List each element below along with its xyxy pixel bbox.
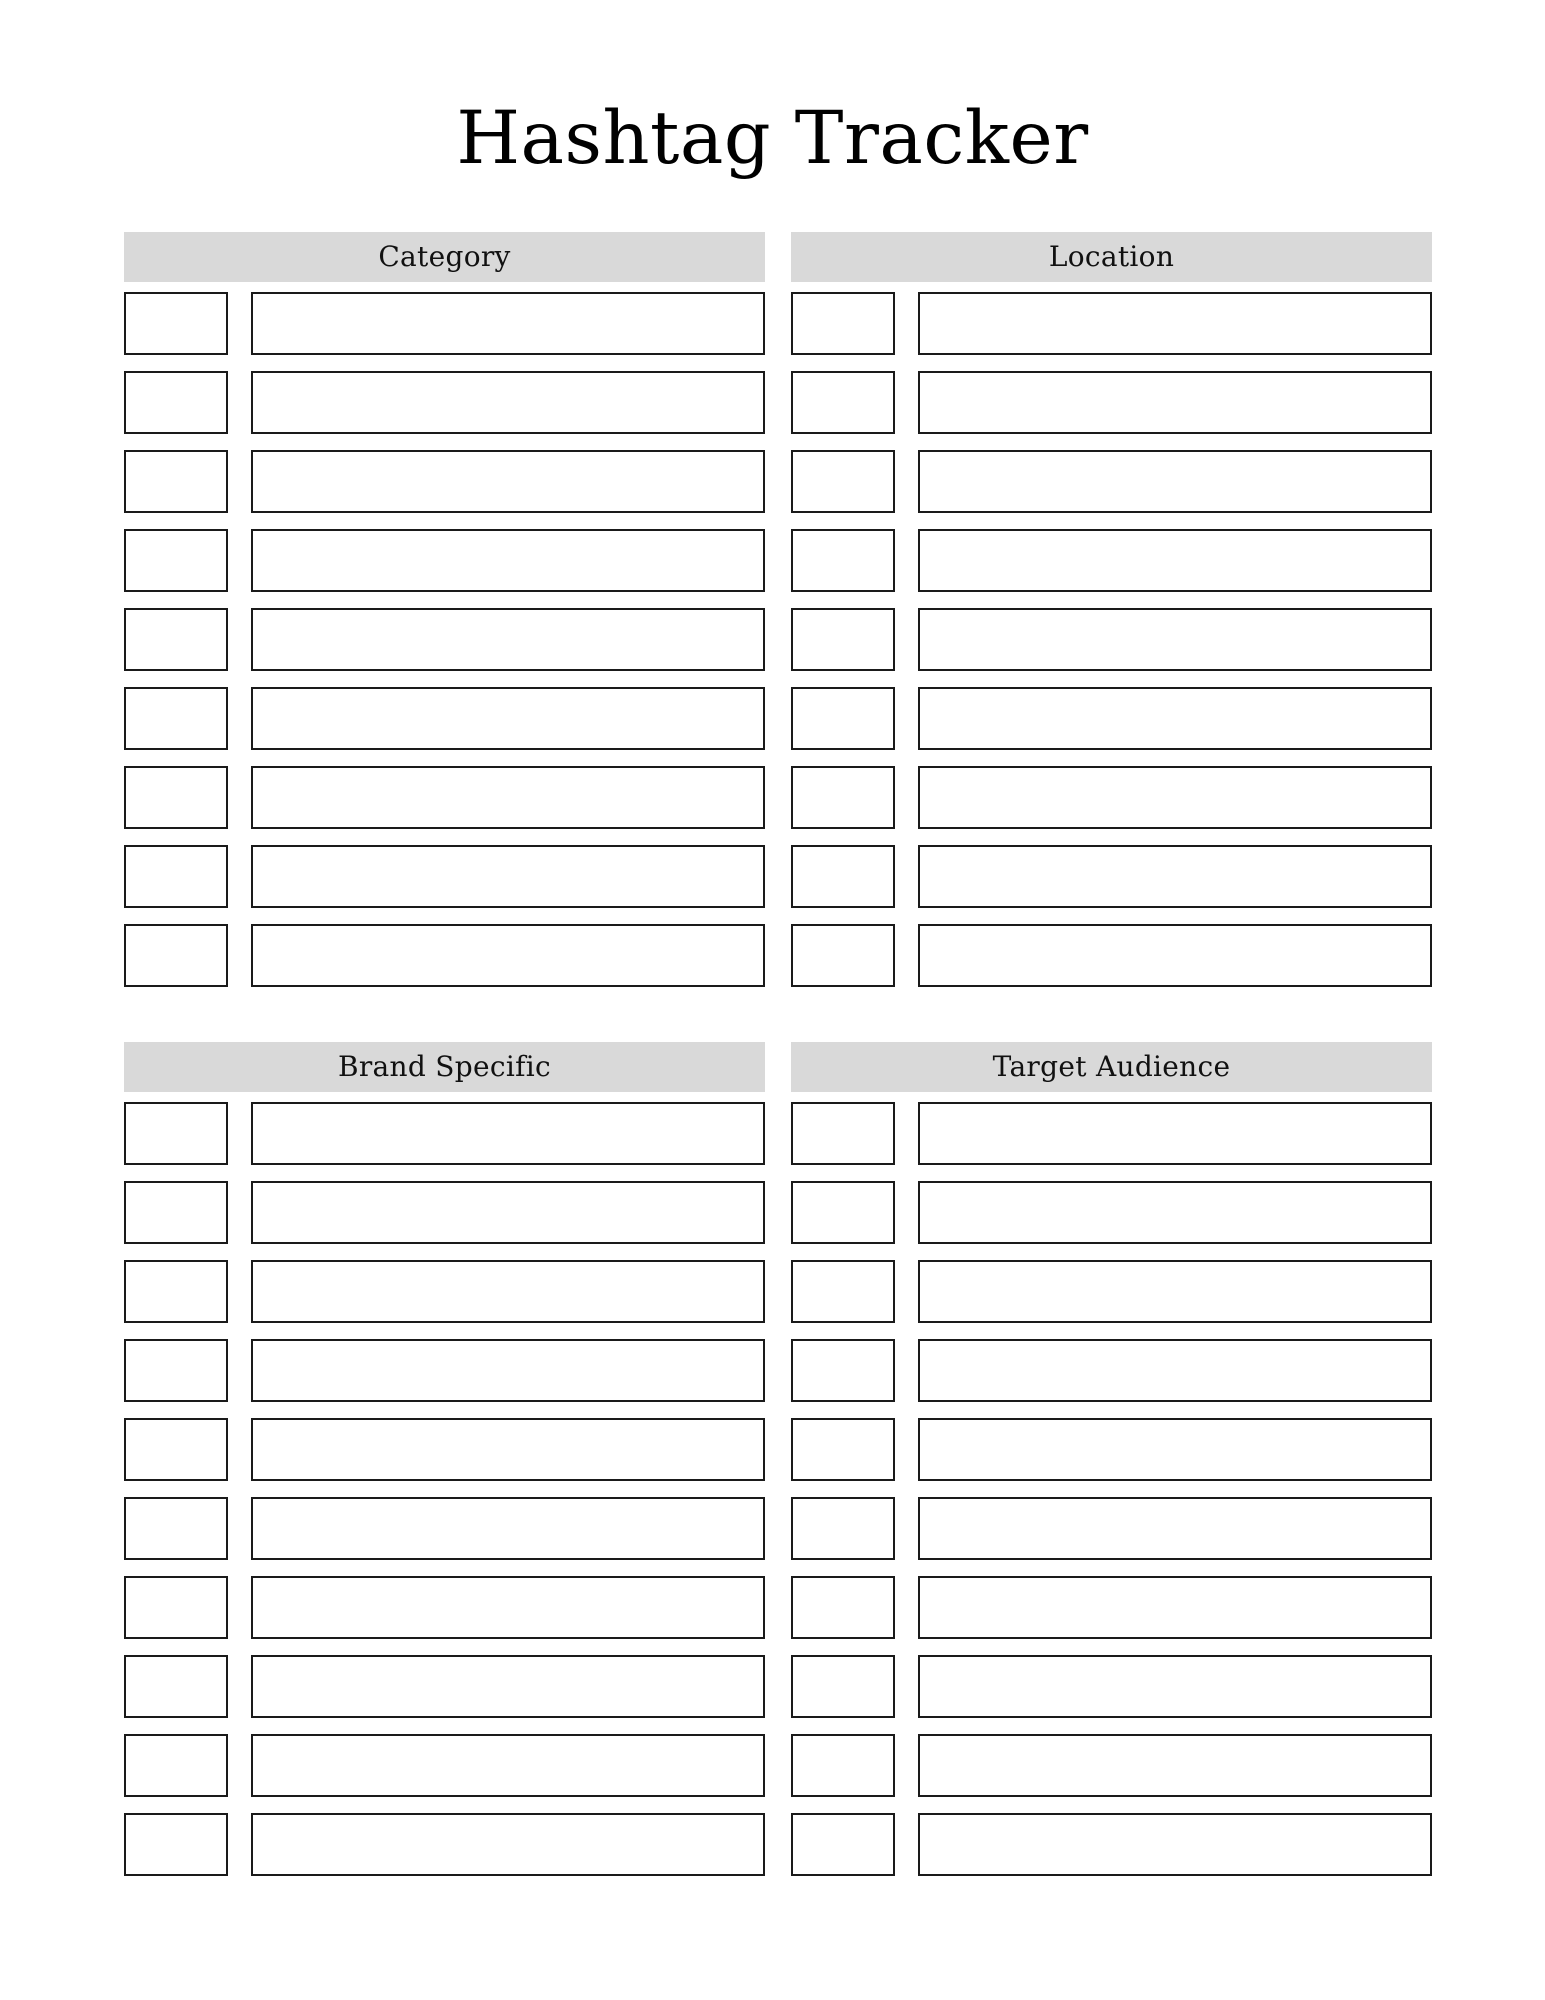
section-header-label: Location	[1048, 240, 1175, 273]
row-checkbox-field[interactable]	[124, 1102, 228, 1165]
row-hashtag-input[interactable]	[918, 292, 1432, 355]
table-row	[124, 371, 765, 434]
row-hashtag-input[interactable]	[918, 1102, 1432, 1165]
table-row	[791, 1102, 1432, 1165]
table-row	[791, 1734, 1432, 1797]
row-hashtag-input[interactable]	[251, 1102, 765, 1165]
row-hashtag-input[interactable]	[918, 1339, 1432, 1402]
section-header-label: Target Audience	[992, 1050, 1231, 1083]
table-row	[124, 1813, 765, 1876]
row-hashtag-input[interactable]	[918, 608, 1432, 671]
table-row	[791, 766, 1432, 829]
row-checkbox-field[interactable]	[791, 687, 895, 750]
row-checkbox-field[interactable]	[124, 1418, 228, 1481]
row-hashtag-input[interactable]	[251, 1734, 765, 1797]
row-hashtag-input[interactable]	[251, 371, 765, 434]
table-row	[791, 1497, 1432, 1560]
table-row	[791, 1260, 1432, 1323]
row-checkbox-field[interactable]	[791, 1260, 895, 1323]
row-checkbox-field[interactable]	[124, 608, 228, 671]
table-row	[791, 1813, 1432, 1876]
row-checkbox-field[interactable]	[124, 529, 228, 592]
section-rows-brand-specific	[124, 1102, 765, 1876]
table-row	[791, 924, 1432, 987]
table-row	[791, 450, 1432, 513]
row-hashtag-input[interactable]	[918, 1813, 1432, 1876]
row-checkbox-field[interactable]	[124, 1734, 228, 1797]
row-hashtag-input[interactable]	[251, 924, 765, 987]
row-hashtag-input[interactable]	[251, 1418, 765, 1481]
row-hashtag-input[interactable]	[918, 1181, 1432, 1244]
row-checkbox-field[interactable]	[124, 292, 228, 355]
row-checkbox-field[interactable]	[791, 1813, 895, 1876]
table-row	[791, 1655, 1432, 1718]
row-checkbox-field[interactable]	[791, 1576, 895, 1639]
row-checkbox-field[interactable]	[791, 924, 895, 987]
row-checkbox-field[interactable]	[791, 845, 895, 908]
row-hashtag-input[interactable]	[251, 1655, 765, 1718]
row-hashtag-input[interactable]	[251, 845, 765, 908]
section-category	[124, 232, 765, 987]
table-row	[124, 924, 765, 987]
table-row	[791, 1181, 1432, 1244]
section-brand-specific	[124, 1042, 765, 1876]
row-checkbox-field[interactable]	[124, 371, 228, 434]
row-hashtag-input[interactable]	[251, 608, 765, 671]
row-checkbox-field[interactable]	[791, 1339, 895, 1402]
row-checkbox-field[interactable]	[791, 1181, 895, 1244]
table-row	[124, 1655, 765, 1718]
table-row	[791, 529, 1432, 592]
table-row	[124, 1260, 765, 1323]
row-checkbox-field[interactable]	[124, 1497, 228, 1560]
row-hashtag-input[interactable]	[251, 766, 765, 829]
row-checkbox-field[interactable]	[791, 1655, 895, 1718]
table-row	[124, 1497, 765, 1560]
table-row	[791, 371, 1432, 434]
row-hashtag-input[interactable]	[251, 1260, 765, 1323]
row-checkbox-field[interactable]	[124, 924, 228, 987]
section-target-audience	[791, 1042, 1432, 1876]
row-hashtag-input[interactable]	[918, 687, 1432, 750]
table-row	[791, 608, 1432, 671]
row-checkbox-field[interactable]	[791, 608, 895, 671]
table-row	[791, 1339, 1432, 1402]
row-hashtag-input[interactable]	[918, 1260, 1432, 1323]
table-row	[124, 608, 765, 671]
section-header-label: Category	[378, 240, 511, 273]
row-checkbox-field[interactable]	[791, 766, 895, 829]
row-hashtag-input[interactable]	[918, 1497, 1432, 1560]
table-row	[124, 450, 765, 513]
section-location	[791, 232, 1432, 987]
row-hashtag-input[interactable]	[251, 1576, 765, 1639]
row-hashtag-input[interactable]	[251, 1497, 765, 1560]
row-checkbox-field[interactable]	[791, 292, 895, 355]
row-checkbox-field[interactable]	[791, 1734, 895, 1797]
table-row	[124, 529, 765, 592]
table-row	[791, 687, 1432, 750]
table-row	[791, 845, 1432, 908]
row-checkbox-field[interactable]	[791, 1497, 895, 1560]
row-checkbox-field[interactable]	[124, 1813, 228, 1876]
row-hashtag-input[interactable]	[918, 529, 1432, 592]
row-hashtag-input[interactable]	[251, 1181, 765, 1244]
row-hashtag-input[interactable]	[918, 1418, 1432, 1481]
row-hashtag-input[interactable]	[918, 371, 1432, 434]
row-checkbox-field[interactable]	[124, 845, 228, 908]
row-hashtag-input[interactable]	[918, 766, 1432, 829]
table-row	[124, 292, 765, 355]
table-row	[791, 1576, 1432, 1639]
section-rows-location	[791, 292, 1432, 987]
row-hashtag-input[interactable]	[918, 1734, 1432, 1797]
table-row	[124, 1576, 765, 1639]
row-hashtag-input[interactable]	[918, 1655, 1432, 1718]
section-header-target-audience	[791, 1042, 1432, 1092]
section-rows-category	[124, 292, 765, 987]
table-row	[124, 687, 765, 750]
row-checkbox-field[interactable]	[124, 450, 228, 513]
section-header-location	[791, 232, 1432, 282]
table-row	[124, 1418, 765, 1481]
row-checkbox-field[interactable]	[124, 1339, 228, 1402]
row-hashtag-input[interactable]	[251, 1339, 765, 1402]
row-checkbox-field[interactable]	[791, 450, 895, 513]
row-checkbox-field[interactable]	[124, 687, 228, 750]
section-header-category	[124, 232, 765, 282]
row-checkbox-field[interactable]	[124, 1576, 228, 1639]
section-header-brand-specific	[124, 1042, 765, 1092]
table-row	[791, 292, 1432, 355]
table-row	[124, 1102, 765, 1165]
row-hashtag-input[interactable]	[918, 450, 1432, 513]
row-hashtag-input[interactable]	[918, 845, 1432, 908]
table-row	[124, 1734, 765, 1797]
row-checkbox-field[interactable]	[124, 766, 228, 829]
table-row	[791, 1418, 1432, 1481]
row-hashtag-input[interactable]	[251, 450, 765, 513]
row-hashtag-input[interactable]	[251, 687, 765, 750]
row-checkbox-field[interactable]	[124, 1260, 228, 1323]
row-checkbox-field[interactable]	[124, 1181, 228, 1244]
row-checkbox-field[interactable]	[124, 1655, 228, 1718]
row-checkbox-field[interactable]	[791, 1418, 895, 1481]
row-checkbox-field[interactable]	[791, 1102, 895, 1165]
table-row	[124, 845, 765, 908]
section-rows-target-audience	[791, 1102, 1432, 1876]
row-hashtag-input[interactable]	[251, 529, 765, 592]
table-row	[124, 766, 765, 829]
table-row	[124, 1181, 765, 1244]
row-checkbox-field[interactable]	[791, 371, 895, 434]
row-hashtag-input[interactable]	[918, 1576, 1432, 1639]
row-hashtag-input[interactable]	[251, 292, 765, 355]
page-title: Hashtag Tracker	[456, 96, 1089, 181]
row-checkbox-field[interactable]	[791, 529, 895, 592]
table-row	[124, 1339, 765, 1402]
row-hashtag-input[interactable]	[251, 1813, 765, 1876]
section-header-label: Brand Specific	[337, 1050, 552, 1083]
row-hashtag-input[interactable]	[918, 924, 1432, 987]
